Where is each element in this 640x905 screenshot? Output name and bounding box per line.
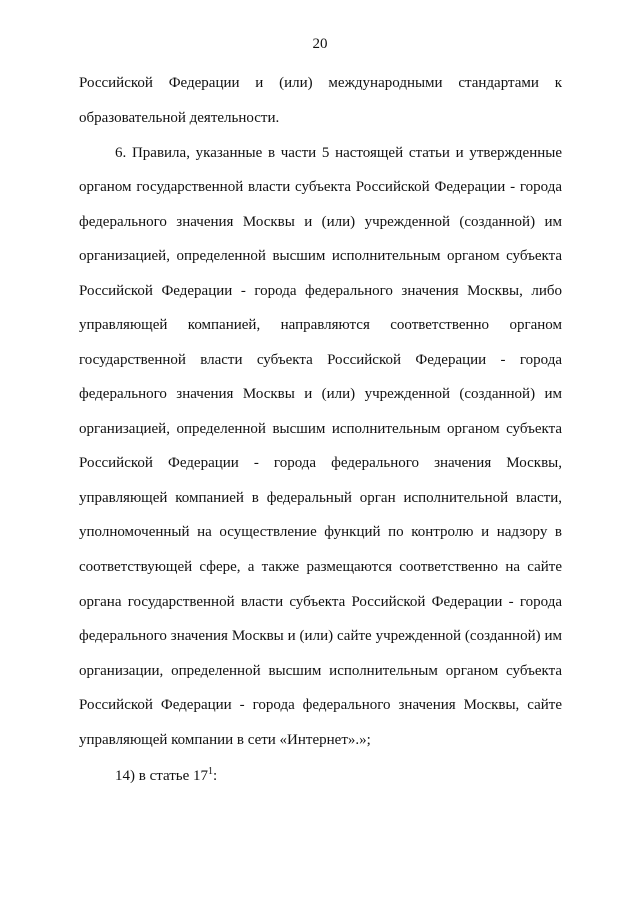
text-line: государственной власти субъекта Российской Федерации - города — [79, 352, 562, 368]
item-14-text: 14) в статье 17 — [115, 768, 209, 784]
text-line: Российской Федерации - города федерального значения Москвы, сайте — [79, 697, 562, 713]
text-line: органа государственной власти субъекта Российской Федерации - города — [79, 594, 562, 610]
text-line: Российской Федерации - города федерального значения Москвы, — [79, 455, 562, 471]
text-line: управляющей компании в сети «Интернет».»; — [79, 732, 371, 748]
text-line: организацией, определенной высшим исполнительным органом субъекта — [79, 421, 562, 437]
page-number: 20 — [312, 36, 328, 52]
text-line: Российской Федерации и (или) международными стандартами к — [79, 75, 562, 91]
text-line: управляющей компанией, направляются соответственно органом — [79, 317, 562, 333]
item-14-suffix: : — [213, 768, 218, 784]
text-line: управляющей компанией в федеральный орган исполнительной власти, — [79, 490, 562, 506]
text-line: федерального значения Москвы и (или) учрежденной (созданной) им — [79, 214, 562, 230]
text-line: организации, определенной высшим исполнительным органом субъекта — [79, 663, 562, 679]
text-line: образовательной деятельности. — [79, 110, 280, 126]
text-line: федерального значения Москвы и (или) сайте учрежденной (созданной) им — [79, 628, 562, 644]
text-line: органом государственной власти субъекта Российской Федерации - города — [79, 179, 562, 195]
item-14-superscript: 1 — [208, 766, 214, 777]
item-14-heading — [115, 766, 562, 786]
text-line: уполномоченный на осуществление функций по контролю и надзору в — [79, 524, 562, 540]
text-line: Российской Федерации - города федерального значения Москвы, либо — [79, 283, 562, 299]
text-line: соответствующей сфере, а также размещаются соответственно на сайте — [79, 559, 562, 575]
text-line: федерального значения Москвы и (или) учрежденной (созданной) им — [79, 386, 562, 402]
text-line: организацией, определенной высшим исполнительным органом субъекта — [79, 248, 562, 264]
paragraph-6-first-line: 6. Правила, указанные в части 5 настоящей статьи и утвержденные — [115, 145, 562, 161]
